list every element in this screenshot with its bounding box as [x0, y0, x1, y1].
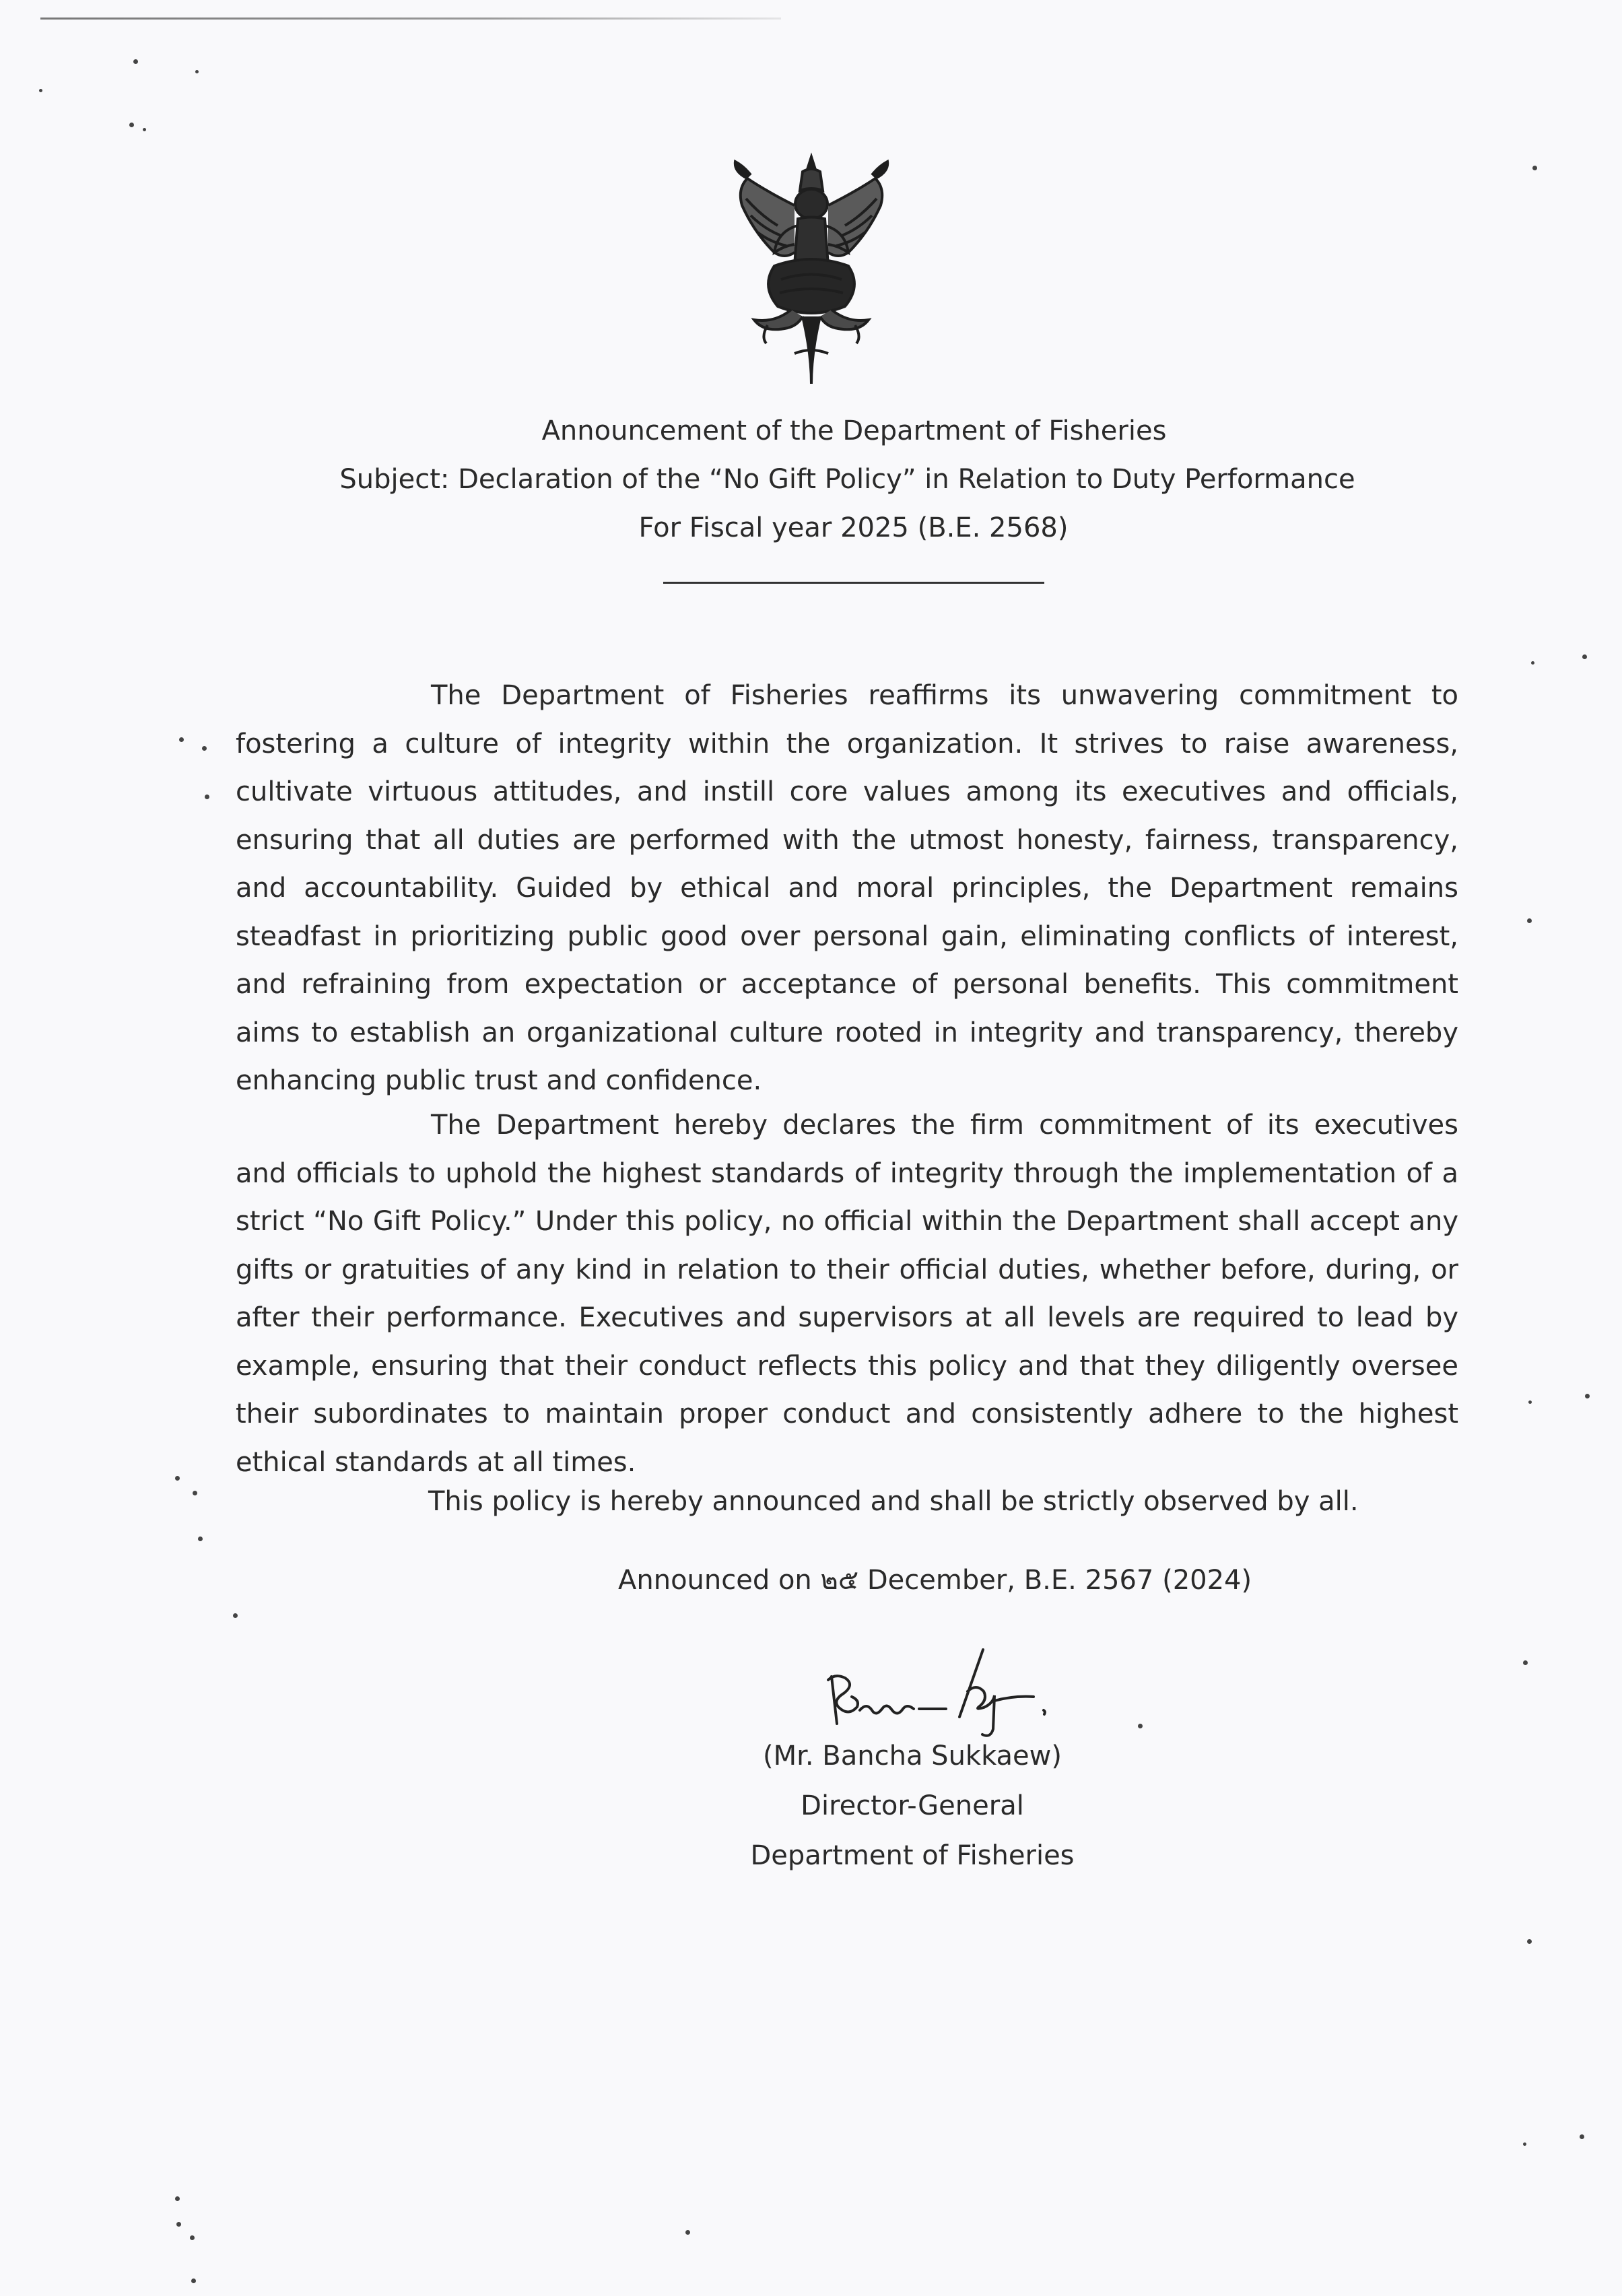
scan-speck — [1523, 2142, 1526, 2146]
scan-speck — [1580, 2134, 1584, 2139]
scan-speck — [233, 1613, 238, 1618]
scan-speck — [1527, 1939, 1532, 1944]
document-header — [0, 407, 1622, 552]
scan-speck — [198, 1537, 203, 1541]
handwritten-signature — [818, 1643, 1060, 1744]
scan-speck — [1531, 661, 1534, 665]
scan-speck — [175, 2196, 180, 2201]
announced-day: ๒๕ — [820, 1565, 859, 1596]
signatory-name: (Mr. Bancha Sukkaew) — [762, 1741, 1062, 1771]
scan-speck — [205, 795, 209, 799]
scan-speck — [143, 128, 146, 131]
scan-speck — [175, 1476, 180, 1481]
scan-speck — [133, 59, 138, 64]
document-fiscal-year: For Fiscal year 2025 (B.E. 2568) — [638, 512, 1069, 543]
scan-speck — [191, 2278, 196, 2283]
document-title: Announcement of the Department of Fisheries — [541, 415, 1167, 446]
scan-speck — [202, 746, 207, 751]
scan-speck — [179, 737, 184, 742]
scan-speck — [195, 70, 199, 73]
body-paragraph-1 — [236, 672, 1458, 1106]
scan-speck — [685, 2230, 690, 2235]
paragraph-text: The Department hereby declares the firm commitment of its executives and officials to uphold the highest standards of integrity through the implementation of a strict “No Gift Policy.” Under this policy, no official within the Department shall accept any gifts or gratuities of any kind in relation to their official duties, whether before, during, or after their performance. Executives and supervisors at all levels are required to lead by example, ensuring that their conduct reflects this policy and that they diligently oversee their subordinates to maintain proper conduct and consistently adhere to the highest ethical standards at all times. — [236, 1110, 1458, 1478]
scan-speck — [1523, 1660, 1528, 1665]
signatory-department: Department of Fisheries — [750, 1840, 1075, 1871]
scan-speck — [190, 2235, 195, 2240]
announced-suffix: December, B.E. 2567 (2024) — [867, 1565, 1252, 1596]
scan-speck — [1527, 918, 1532, 923]
announcement-date — [618, 1556, 1252, 1605]
closing-statement: This policy is hereby announced and shall be strictly observed by all. — [428, 1486, 1359, 1517]
scan-speck — [1582, 654, 1587, 659]
signatory-title: Director-General — [801, 1790, 1024, 1821]
body-paragraph-2 — [236, 1102, 1458, 1487]
scan-speck — [1532, 166, 1537, 170]
scan-speck — [129, 123, 134, 127]
scan-speck — [193, 1491, 197, 1495]
scan-speck — [1585, 1394, 1590, 1398]
scan-speck — [1138, 1724, 1143, 1728]
header-divider — [663, 582, 1044, 584]
garuda-emblem-icon — [727, 151, 896, 394]
document-subject: Subject: Declaration of the “No Gift Policy” in Relation to Duty Performance — [339, 464, 1355, 495]
scan-speck — [1528, 1400, 1532, 1404]
scan-speck — [176, 2222, 181, 2227]
announced-prefix: Announced on — [618, 1565, 812, 1596]
scan-speck — [39, 89, 42, 92]
paragraph-text: The Department of Fisheries reaffirms its unwavering commitment to fostering a culture of integrity within the organization. It strives to raise awareness, cultivate virtuous attitudes, and instill core values among its executives and officials, ensuring that all duties are performed with the utmost honesty, fairness, transparency, and accountability. Guided by ethical and moral principles, the Department remains steadfast in prioritizing public good over personal gain, eliminating conflicts of interest, and refraining from expectation or acceptance of personal benefits. This commitment aims to establish an organizational culture rooted in integrity and transparency, thereby enhancing public trust and confidence. — [236, 680, 1458, 1096]
scan-edge-line — [40, 18, 781, 20]
